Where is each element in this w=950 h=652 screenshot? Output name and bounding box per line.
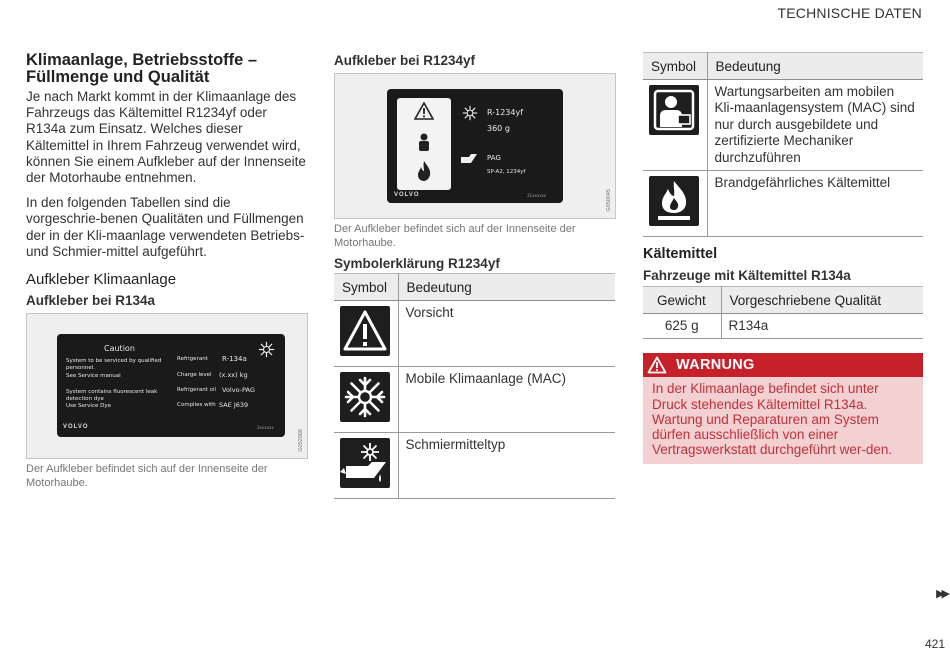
header-symbol: Symbol: [334, 274, 398, 301]
symbol-table-continued: [643, 52, 923, 237]
warning-triangle-icon: [414, 102, 434, 120]
sticker-line: Charge level: [177, 372, 212, 379]
warning-title: WARNUNG: [676, 357, 755, 374]
sticker-line: Complies with: [177, 402, 216, 409]
figure-caption-r134a: Der Aufkleber befindet sich auf der Innenseite der Motorhaube.: [26, 463, 268, 489]
figure-code: G052066: [298, 429, 304, 453]
warning-text: In der Klimaanlage befindet sich unter Druck stehendes Kältemittel R134a. Wartung und Reparaturen am System dürfen ausschließlich von einer Vertragswerkstatt durchgeführt wer-den.: [652, 381, 893, 458]
figure-caption-r1234yf: Der Aufkleber befindet sich auf der Innenseite der Motorhaube.: [334, 223, 576, 249]
sticker-oil: PAG: [487, 154, 501, 162]
figure-code: G050045: [606, 189, 612, 212]
column-middle: [334, 52, 615, 499]
sticker-line: Refrigerant oil: [177, 387, 217, 394]
symbol-table-r1234yf: [334, 273, 615, 499]
sticker-line: SAE J639: [219, 401, 249, 410]
sticker-line: (x.xx) kg: [219, 371, 248, 380]
flame-icon: [414, 160, 434, 182]
header-quality: Vorgeschriebene Qualität: [721, 287, 923, 314]
sticker-part-number: 3xxxxxx: [257, 425, 274, 431]
quality-table: [643, 286, 923, 339]
table-row: [334, 433, 615, 499]
header-weight: Gewicht: [643, 287, 721, 314]
subtitle-r134a: Aufkleber bei R134a: [26, 293, 156, 309]
sticker-line: See Service manual: [66, 373, 121, 380]
sticker-line: Use Service Dye: [66, 403, 111, 410]
header-symbol: Symbol: [643, 53, 707, 80]
sticker-part-number: 31xxxxxx: [527, 193, 547, 198]
sticker-line: detection dye: [66, 396, 104, 403]
warning-triangle-icon: [340, 306, 390, 356]
intro-paragraph: Je nach Markt kommt in der Klimaanlage des Fahrzeugs das Kältemittel R1234yf oder R134a zum Einsatz. Welches dieser Kältemittel in Ihrem Fahrzeug verwendet wird, können Sie einem Aufkleber auf der Innenseite der Motorhaube entnehmen.: [26, 89, 306, 186]
table-row: [334, 301, 615, 367]
tables-paragraph: In den folgenden Tabellen sind die vorgeschrie-benen Qualitäten und Füllmengen der in der Kli-maanlage verwendeten Betriebs- und Schmier-mittel aufgeführt.: [26, 195, 305, 259]
oil-can-icon: [459, 151, 479, 165]
sticker-line: personnel.: [66, 365, 95, 372]
meaning-cell: Brandgefährliches Kältemittel: [707, 171, 923, 237]
sticker-figure-r134a: [26, 313, 308, 459]
table-row: [643, 171, 923, 237]
column-right: [643, 52, 923, 464]
page-title: Klimaanlage, Betriebsstoffe – Füllmenge und Qualität: [26, 51, 258, 86]
quality-cell: R134a: [721, 314, 923, 339]
sticker-line: System contains fluorescent leak: [66, 389, 158, 396]
sticker-line: R-134a: [222, 355, 247, 364]
sticker-r134a: [57, 334, 285, 437]
header-meaning: Bedeutung: [707, 53, 923, 80]
next-page-arrows[interactable]: ▶▶: [936, 588, 947, 600]
volvo-logo: VOLVO: [63, 424, 89, 431]
table-header-row: [643, 287, 923, 314]
subtitle-r1234yf: Aufkleber bei R1234yf: [334, 53, 476, 68]
table-row: [643, 80, 923, 171]
mechanic-manual-icon: [649, 85, 699, 135]
oil-can-snowflake-icon: [340, 438, 390, 488]
snowflake-icon: [340, 372, 390, 422]
sticker-figure-r1234yf: [334, 73, 616, 219]
sticker-caution: Caution: [104, 344, 135, 354]
warning-header: [643, 353, 923, 377]
meaning-cell: Wartungsarbeiten am mobilen Kli-maanlagensystem (MAC) sind nur durch ausgebildete und zertifizierte Mechaniker durchzuführen: [707, 80, 923, 171]
sticker-symbol-panel: [397, 98, 451, 190]
sticker-oil-spec: SP-A2, 1234yf: [487, 169, 526, 175]
table-row: [334, 367, 615, 433]
meaning-cell: Schmiermitteltyp: [398, 433, 615, 499]
page-number: 421: [924, 637, 945, 651]
column-left: [26, 52, 308, 490]
warning-box: [643, 353, 923, 464]
weight-cell: 625 g: [643, 314, 721, 339]
meaning-cell: Mobile Klimaanlage (MAC): [398, 367, 615, 433]
sticker-r1234yf: [387, 89, 563, 203]
subtitle-r134a-vehicles: Fahrzeuge mit Kältemittel R134a: [643, 268, 851, 284]
header-meaning: Bedeutung: [398, 274, 615, 301]
table-header-row: [643, 53, 923, 80]
sticker-line: System to be serviced by qualified: [66, 358, 162, 365]
sticker-line: Refrigerant: [177, 356, 208, 363]
table-row: [643, 314, 923, 339]
section-title-refrigerant: Kältemittel: [643, 246, 718, 263]
section-header: TECHNISCHE DATEN: [777, 5, 922, 21]
sticker-line: Volvo-PAG: [222, 386, 255, 395]
sticker-refrigerant: R-1234yf: [487, 108, 524, 117]
mechanic-manual-icon: [414, 132, 434, 152]
flame-icon: [649, 176, 699, 226]
snowflake-icon: [462, 105, 478, 121]
snowflake-icon: [258, 341, 275, 358]
warning-triangle-icon: [647, 356, 667, 374]
table-header-row: [334, 274, 615, 301]
sticker-charge: 360 g: [487, 124, 510, 133]
section-title-sticker: Aufkleber Klimaanlage: [26, 271, 177, 289]
symbol-table-title: Symbolerklärung R1234yf: [334, 256, 500, 271]
volvo-logo: VOLVO: [394, 192, 420, 198]
meaning-cell: Vorsicht: [398, 301, 615, 367]
